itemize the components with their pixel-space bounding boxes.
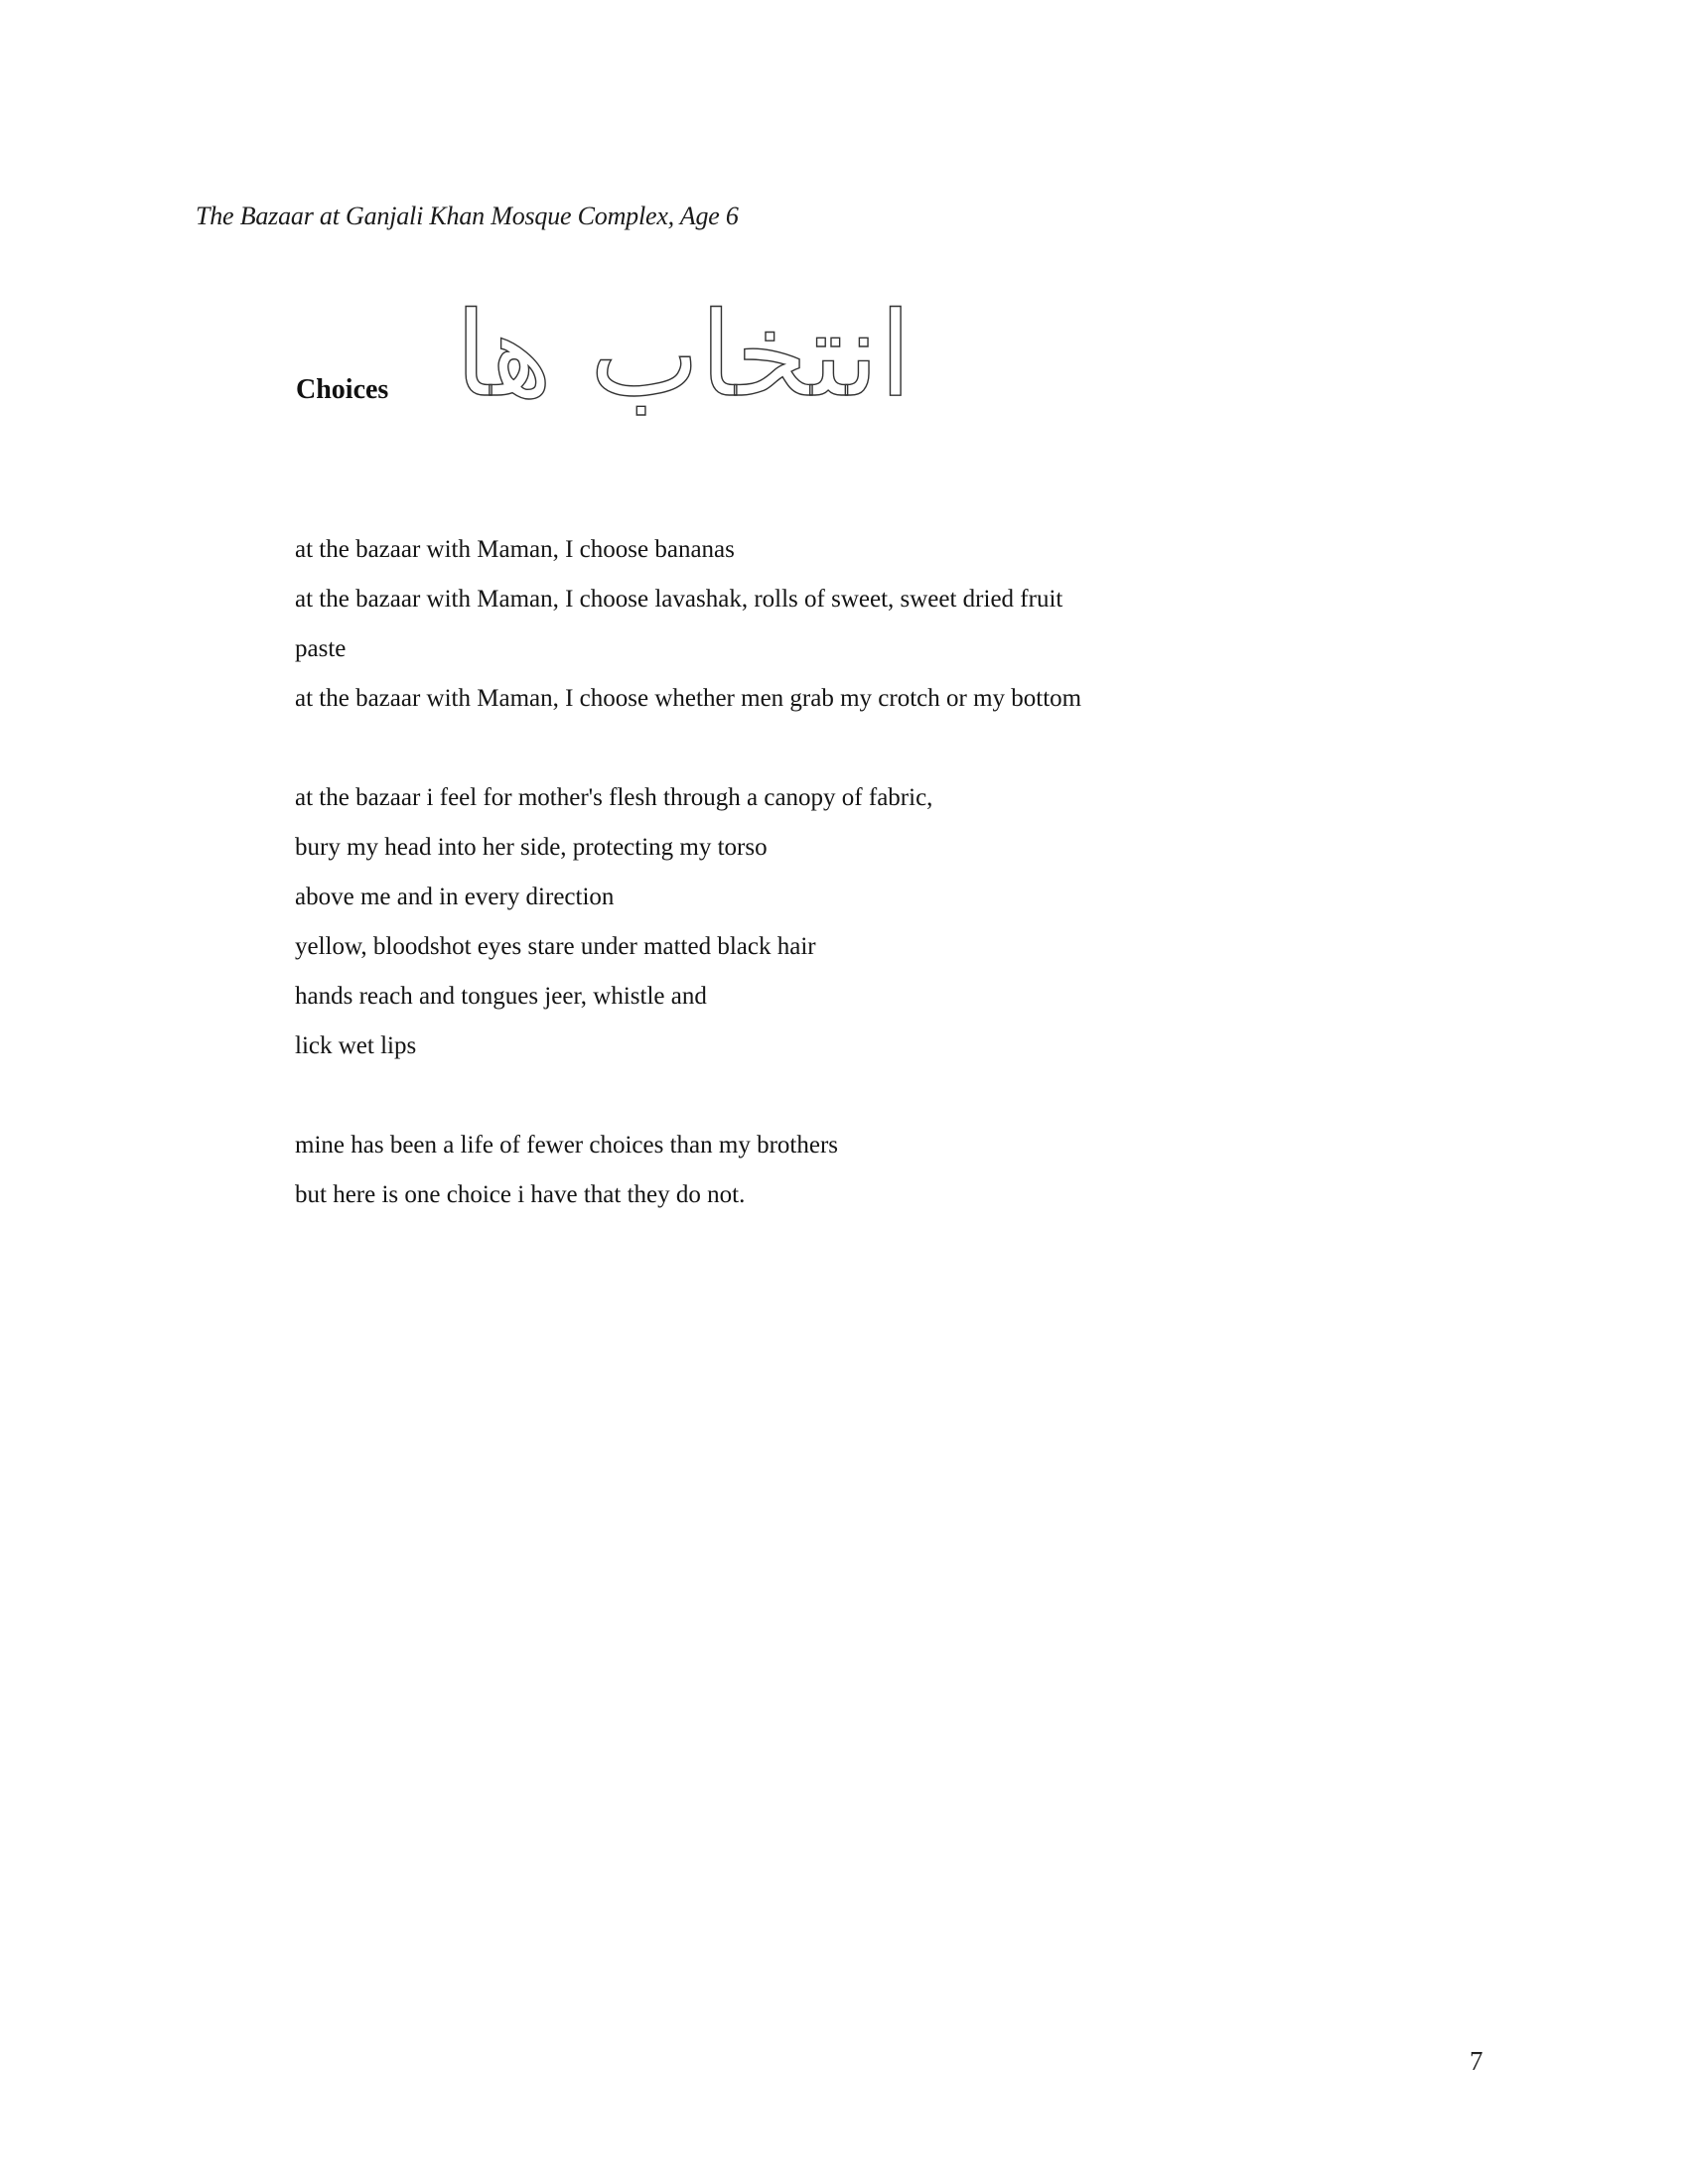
page-number: 7	[1470, 2046, 1483, 2076]
stanza	[295, 525, 1486, 724]
poem-body	[295, 525, 1486, 1220]
stanza-gap	[295, 1071, 1486, 1121]
poem-line: at the bazaar i feel for mother's flesh through a canopy of fabric,	[295, 784, 933, 811]
poem-line: yellow, bloodshot eyes stare under matted black hair	[295, 933, 816, 960]
stanza	[295, 773, 1486, 1071]
poem-line: at the bazaar with Maman, I choose bananas	[295, 536, 735, 563]
poem-line: lick wet lips	[295, 1032, 417, 1059]
poem-line: paste	[295, 635, 347, 662]
poem-line: at the bazaar with Maman, I choose whether men grab my crotch or my bottom	[295, 685, 1082, 712]
persian-title	[425, 298, 1180, 427]
poem-line: mine has been a life of fewer choices than my brothers	[295, 1132, 839, 1159]
poem-line: at the bazaar with Maman, I choose lavashak, rolls of sweet, sweet dried fruit	[295, 586, 1063, 613]
poem-title-row	[296, 298, 991, 427]
section-caption: The Bazaar at Ganjali Khan Mosque Complex, Age 6	[196, 202, 739, 230]
poem-line: above me and in every direction	[295, 884, 615, 910]
stanza-gap	[295, 724, 1486, 773]
poem-line: but here is one choice i have that they do not.	[295, 1181, 746, 1208]
poem-line: hands reach and tongues jeer, whistle and	[295, 983, 707, 1010]
persian-title-text: انتخاب ها	[455, 298, 913, 423]
poem-line: bury my head into her side, protecting my torso	[295, 834, 768, 861]
poem-title: Choices	[296, 374, 389, 405]
stanza	[295, 1121, 1486, 1220]
